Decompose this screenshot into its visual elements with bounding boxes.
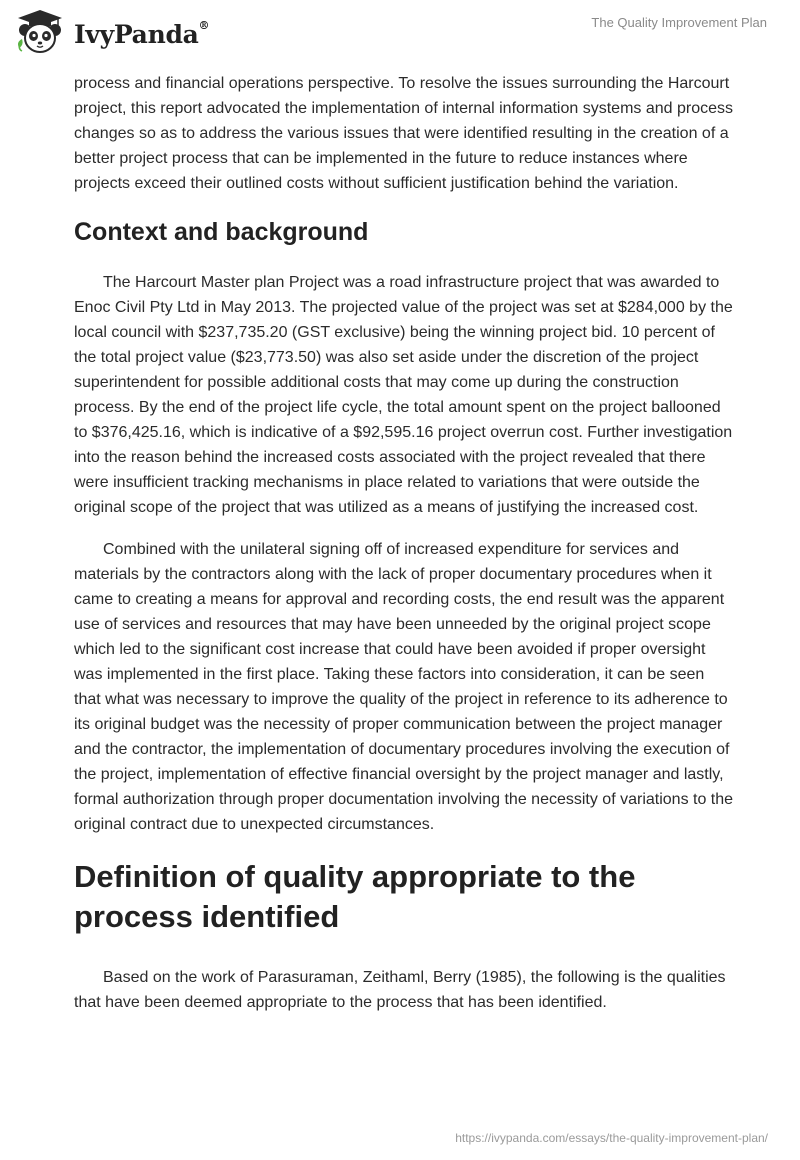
ivypanda-logo[interactable] [14, 8, 209, 56]
paragraph-parasuraman: Based on the work of Parasuraman, Zeithaml, Berry (1985), the following is the qualities that have been deemed appropriate to the process that has been identified. [74, 969, 726, 1011]
panda-graduate-icon [14, 8, 66, 56]
essay-content [74, 70, 734, 1015]
heading-context-and-background: Context and background [74, 218, 369, 246]
page-header [0, 0, 800, 70]
logo-wordmark: IvyPanda® [74, 19, 210, 49]
paragraph-cost-factors: Combined with the unilateral signing off of increased expenditure for services and materials by the contractors along with the lack of proper documentary procedures when it came to creating a means for approval and recording costs, the end result was the apparent use of services and resources that may have been unneeded by the original project scope which led to the significant cost increase that could have been avoided if proper oversight was implemented in the first place. Taking these factors into consideration, it can be seen that what was necessary to improve the quality of the project in reference to its adherence to its original budget was the necessity of proper communication between the project manager and the contractor, the implementation of documentary procedures involving the execution of the project, implementation of effective financial oversight by the project manager and lastly, formal authorization through proper documentation involving the necessity of variations to the original contract due to unexpected circumstances. [74, 541, 734, 833]
source-url[interactable]: https://ivypanda.com/essays/the-quality-improvement-plan/ [455, 1131, 768, 1145]
paragraph-intro-continuation: process and financial operations perspective. To resolve the issues surrounding the Harcourt project, this report advocated the implementation of internal information systems and process changes so as to address the various issues that were identified resulting in the creation of a better project process that can be implemented in the future to reduce instances where projects exceed their outlined costs without sufficient justification behind the variation. [74, 75, 733, 192]
document-title: The Quality Improvement Plan [591, 15, 767, 30]
heading-definition-of-quality: Definition of quality appropriate to the process identified [74, 859, 636, 934]
paragraph-harcourt-project: The Harcourt Master plan Project was a road infrastructure project that was awarded to Enoc Civil Pty Ltd in May 2013. The projected value of the project was set at $284,000 by the local council with $237,735.20 (GST exclusive) being the winning project bid. 10 percent of the total project value ($23,773.50) was also set aside under the discretion of the project superintendent for possible additional costs that may come up during the construction process. By the end of the project life cycle, the total amount spent on the project ballooned to $376,425.16, which is indicative of a $92,595.16 project overrun cost. Further investigation into the reason behind the increased costs associated with the project revealed that there were insufficient tracking mechanisms in place related to variations that were outside the original scope of the project that was utilized as a means of justifying the increased cost. [74, 274, 733, 516]
